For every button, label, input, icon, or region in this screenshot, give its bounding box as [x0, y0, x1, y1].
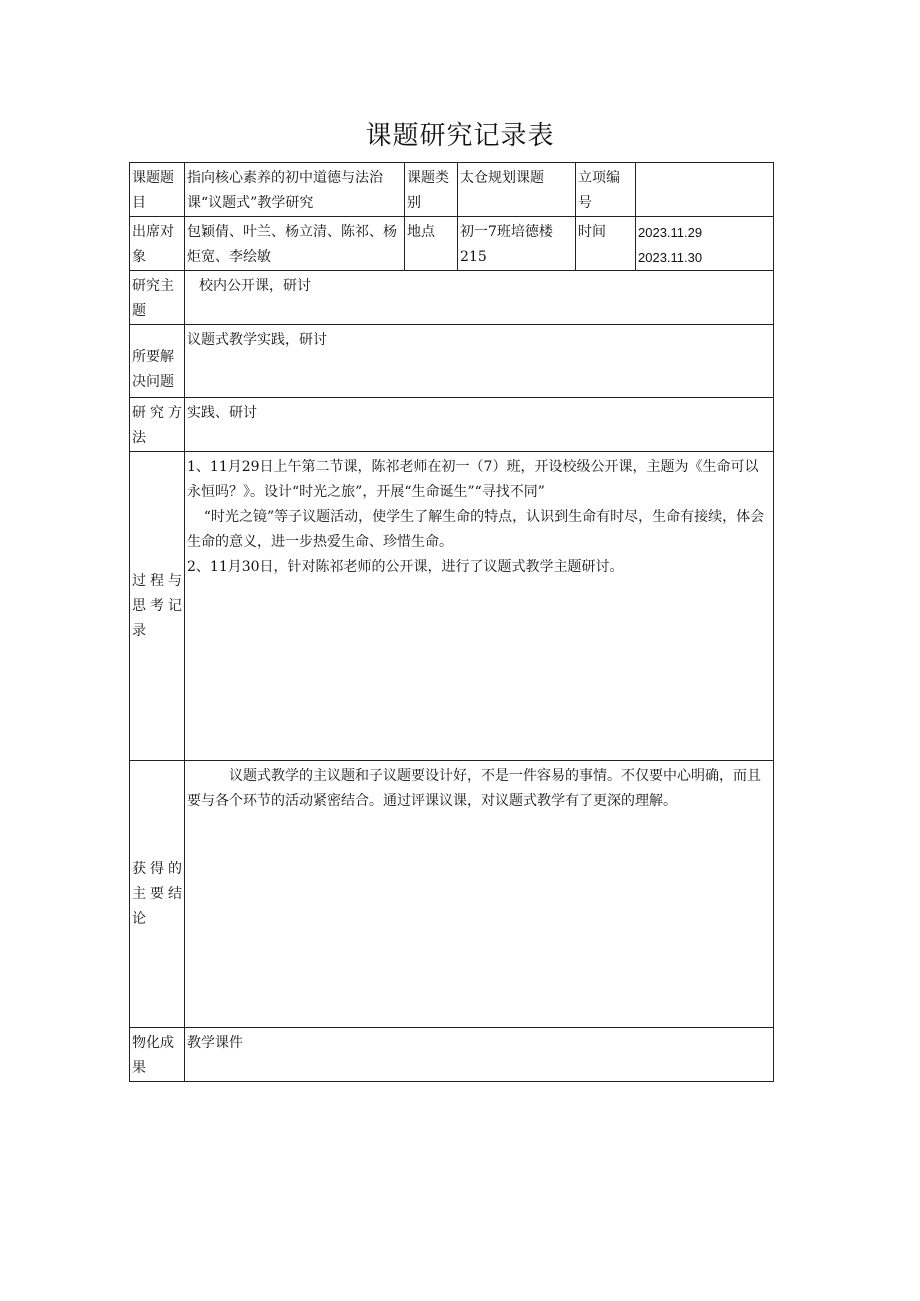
project-no-value: [636, 163, 774, 217]
process-paragraph-2: “时光之镜”等子议题活动，使学生了解生命的特点，认识到生命有时尽，生命有接续，体会生命的意义，进一步热爱生命、珍惜生命。: [187, 509, 765, 550]
table-row: [130, 217, 774, 271]
research-theme-value: 校内公开课，研讨: [185, 271, 774, 325]
method-value: 实践、研讨: [185, 398, 774, 452]
conclusion-paragraph: 议题式教学的主议题和子议题要设计好，不是一件容易的事情。不仅要中心明确，而且要与各个环节的活动紧密结合。通过评课议课，对议题式教学有了更深的理解。: [187, 768, 761, 809]
project-no-label: 立项编号: [576, 163, 636, 217]
time-value-day2: 2023.11.30: [638, 250, 703, 265]
conclusion-value: [185, 761, 774, 1028]
process-label: 过程与思考记录: [130, 452, 185, 761]
process-value: [185, 452, 774, 761]
location-label: 地点: [405, 217, 458, 271]
outcome-label: 物化成果: [130, 1028, 185, 1082]
attendees-label: 出席对象: [130, 217, 185, 271]
research-theme-label: 研究主题: [130, 271, 185, 325]
table-row: [130, 325, 774, 398]
method-label: 研究方法: [130, 398, 185, 452]
table-row: [130, 163, 774, 217]
process-paragraph-3: 2、11月30日，针对陈祁老师的公开课，进行了议题式教学主题研讨。: [187, 559, 624, 575]
time-value-day1: 2023.11.29: [638, 225, 703, 240]
table-row: [130, 452, 774, 761]
location-value: 初一7班培德楼215: [458, 217, 576, 271]
outcome-value: 教学课件: [185, 1028, 774, 1082]
table-row: [130, 761, 774, 1028]
process-paragraph-1: 1、11月29日上午第二节课，陈祁老师在初一（7）班，开设校级公开课，主题为《生命可以永恒吗？》。设计“时光之旅”，开展“生命诞生”“寻找不同”: [187, 459, 759, 500]
topic-label: 课题题目: [130, 163, 185, 217]
table-row: [130, 398, 774, 452]
category-value: 太仓规划课题: [458, 163, 576, 217]
page-title: 课题研究记录表: [365, 121, 555, 151]
category-label: 课题类别: [405, 163, 458, 217]
table-row: [130, 271, 774, 325]
problem-value: 议题式教学实践，研讨: [185, 325, 774, 398]
time-value: [636, 217, 774, 271]
time-label: 时间: [576, 217, 636, 271]
record-table: [129, 162, 774, 1082]
attendees-value: 包颖倩、叶兰、杨立清、陈祁、杨炬宽、李绘敏: [185, 217, 405, 271]
problem-label: 所要解决问题: [130, 325, 185, 398]
topic-value: 指向核心素养的初中道德与法治课“议题式”教学研究: [185, 163, 405, 217]
conclusion-label: 获得的主要结论: [130, 761, 185, 1028]
table-row: [130, 1028, 774, 1082]
